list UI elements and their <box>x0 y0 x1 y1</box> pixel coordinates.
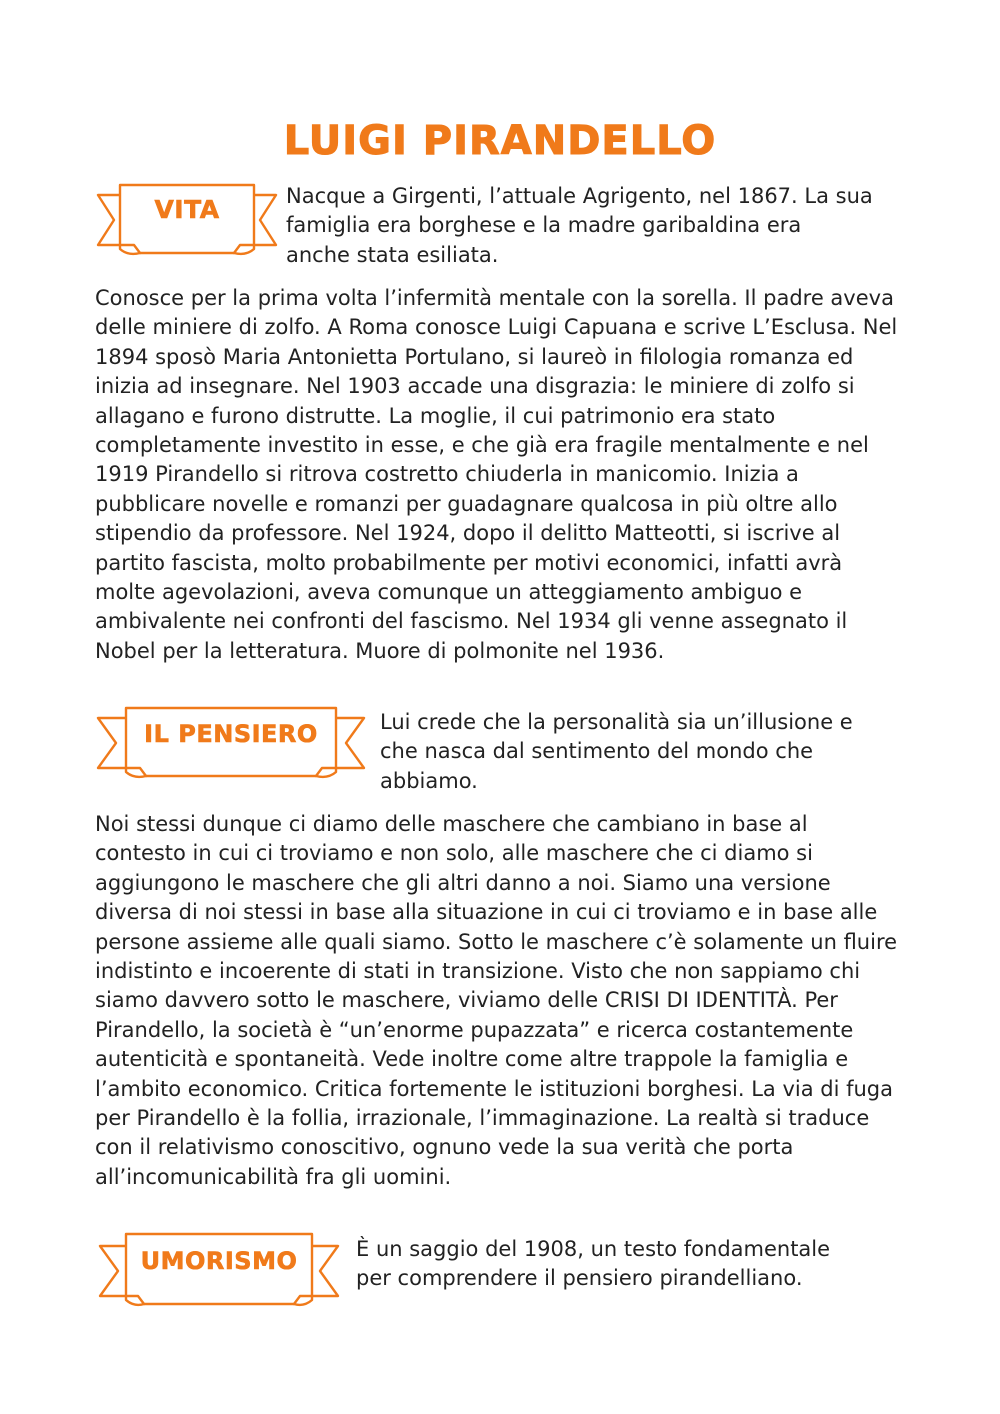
text-line: anche stata esiliata. <box>286 242 499 267</box>
ribbon-banner-pensiero <box>96 706 366 786</box>
banner-label-umorismo: UMORISMO <box>140 1247 298 1275</box>
text-line: È un saggio del 1908, un testo fondamentale <box>356 1237 831 1261</box>
text-line: famiglia era borghese e la madre garibaldina era <box>286 213 802 238</box>
banner-label-vita: VITA <box>154 195 220 224</box>
umorismo-intro <box>356 1235 830 1294</box>
page-title: LUIGI PIRANDELLO <box>283 118 717 164</box>
vita-intro <box>286 182 873 270</box>
text-line: che nasca dal sentimento del mondo che <box>380 739 814 764</box>
ribbon-banner-umorismo <box>98 1232 340 1314</box>
text-line: Lui crede che la personalità sia un’illusione e <box>380 710 853 734</box>
ribbon-banner-vita <box>96 183 278 263</box>
vita-paragraph: Conosce per la prima volta l’infermità mentale con la sorella. Il padre aveva delle miniere di zolfo. A Roma conosce Luigi Capuana e scrive L’Esclusa. Nel 1894 sposò Maria Antonietta Portulano, si laureò in filologia romanza ed inizia ad insegnare. Nel 1903 accade una disgrazia: le miniere di zolfo si allagano e furono distrutte. La moglie, il cui patrimonio era stato completamente investito in esse, e che già era fragile mentalmente e nel 1919 Pirandello si ritrova costretto chiuderla in manicomio. Inizia a pubblicare novelle e romanzi per guadagnare qualcosa in più oltre allo stipendio da professore. Nel 1924, dopo il delitto Matteotti, si iscrive al partito fascista, molto probabilmente per motivi economici, infatti avrà molte agevolazioni, aveva comunque un atteggiamento ambiguo e ambivalente nei confronti del fascismo. Nel 1934 gli venne assegnato il Nobel per la letteratura. Muore di polmonite nel 1936. <box>95 286 898 663</box>
text-line: abbiamo. <box>380 768 478 793</box>
pensiero-intro <box>380 708 853 796</box>
banner-label-pensiero: IL PENSIERO <box>144 720 318 748</box>
text-line: per comprendere il pensiero pirandelliano. <box>356 1266 803 1291</box>
text-line: Nacque a Girgenti, l’attuale Agrigento, nel 1867. La sua <box>286 184 873 208</box>
pensiero-paragraph: Noi stessi dunque ci diamo delle maschere che cambiano in base al contesto in cui ci troviamo e non solo, alle maschere che ci diamo si aggiungono le maschere che gli altri danno a noi. Siamo una versione diversa di noi stessi in base alla situazione in cui ci troviamo e in base alle persone assieme alle quali siamo. Sotto le maschere c’è solamente un fluire indistinto e incoerente di stati in transizione. Visto che non sappiamo chi siamo davvero sotto le maschere, viviamo delle CRISI DI IDENTITÀ. Per Pirandello, la società è “un’enorme pupazzata” e ricerca costantemente autenticità e spontaneità. Vede inoltre come altre trappole la famiglia e l’ambito economico. Critica fortemente le istituzioni borghesi. La via di fuga per Pirandello è la follia, irrazionale, l’immaginazione. La realtà si traduce con il relativismo conoscitivo, ognuno vede la sua verità che porta all’incomunicabilità fra gli uomini. <box>95 812 898 1189</box>
